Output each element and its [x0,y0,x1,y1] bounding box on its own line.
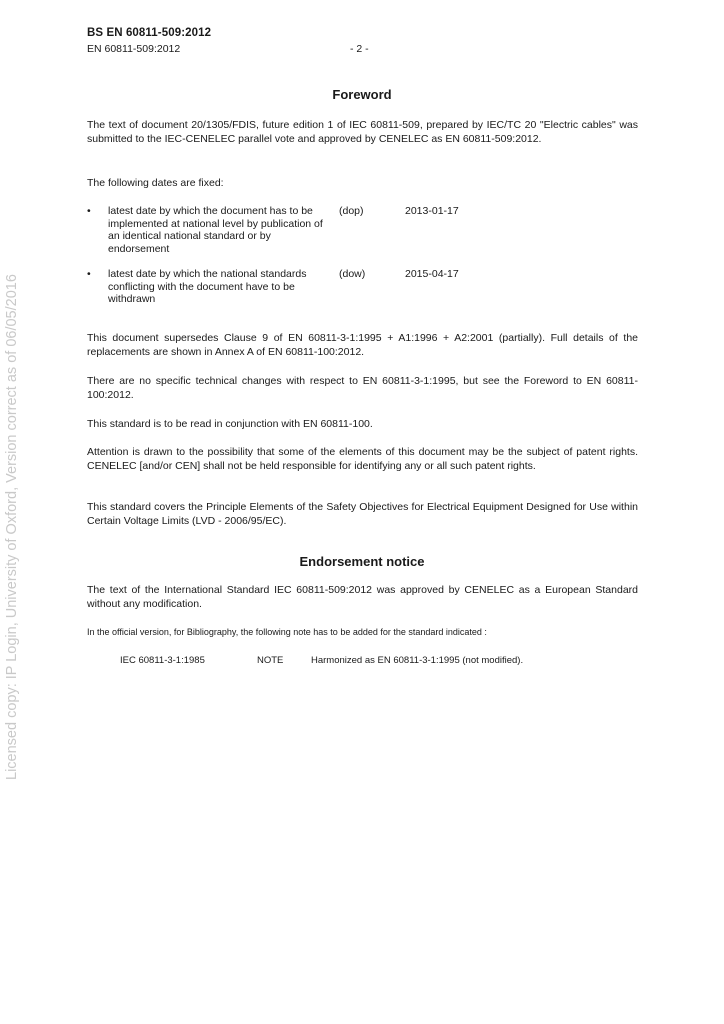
foreword-paragraph-lvd: This standard covers the Principle Elements of the Safety Objectives for Electrical Equipment Designed for Use within Certain Voltage Limits (LVD - 2006/95/EC). [87,501,638,527]
bullet-marker: • [87,268,91,280]
date-item-date: 2013-01-17 [405,205,459,217]
foreword-paragraph-supersedes: This document supersedes Clause 9 of EN 60811-3-1:1995 + A1:1996 + A2:2001 (partially). Full details of the replacements are shown in Annex A of EN 60811-100:2012. [87,332,638,358]
header-bs-standard-number: BS EN 60811-509:2012 [87,27,212,39]
license-watermark: Licensed copy: IP Login, University of Oxford, Version correct as of 06/05/2016 [4,274,20,780]
foreword-paragraph-patent: Attention is drawn to the possibility that some of the elements of this document may be the subject of patent rights. CENELEC [and/or CEN] shall not be held responsible for identifying any or all such patent rights. [87,446,638,472]
dates-intro: The following dates are fixed: [87,177,224,189]
page-number: - 2 - [350,43,369,55]
bullet-marker: • [87,205,91,217]
endorsement-paragraph: The text of the International Standard IEC 60811-509:2012 was approved by CENELEC as a European Standard without any modification. [87,584,638,610]
foreword-paragraph-changes: There are no specific technical changes with respect to EN 60811-3-1:1995, but see the Foreword to EN 60811-100:2012. [87,375,638,401]
note-text: Harmonized as EN 60811-3-1:1995 (not modified). [311,655,524,666]
date-item-date: 2015-04-17 [405,268,459,280]
date-item-code: (dop) [339,205,364,217]
note-label: NOTE [257,655,284,666]
note-standard-ref: IEC 60811-3-1:1985 [120,655,205,666]
date-item-description: latest date by which the national standards conflicting with the document have to be withdrawn [108,268,307,305]
date-item-description: latest date by which the document has to be implemented at national level by publication of an identical national standard or by endorsement [108,205,323,255]
foreword-paragraph-conjunction: This standard is to be read in conjunction with EN 60811-100. [87,418,373,430]
date-item-code: (dow) [339,268,366,280]
foreword-heading: Foreword [332,87,392,102]
foreword-paragraph-1: The text of document 20/1305/FDIS, future edition 1 of IEC 60811-509, prepared by IEC/TC 20 "Electric cables" was submitted to the IEC-CENELEC parallel vote and approved by CENELEC as EN 60811-509:2012. [87,119,638,145]
bibliography-note-intro: In the official version, for Bibliography, the following note has to be added for the standard indicated : [87,627,487,637]
header-en-standard-number: EN 60811-509:2012 [87,43,181,55]
endorsement-heading: Endorsement notice [299,554,425,569]
